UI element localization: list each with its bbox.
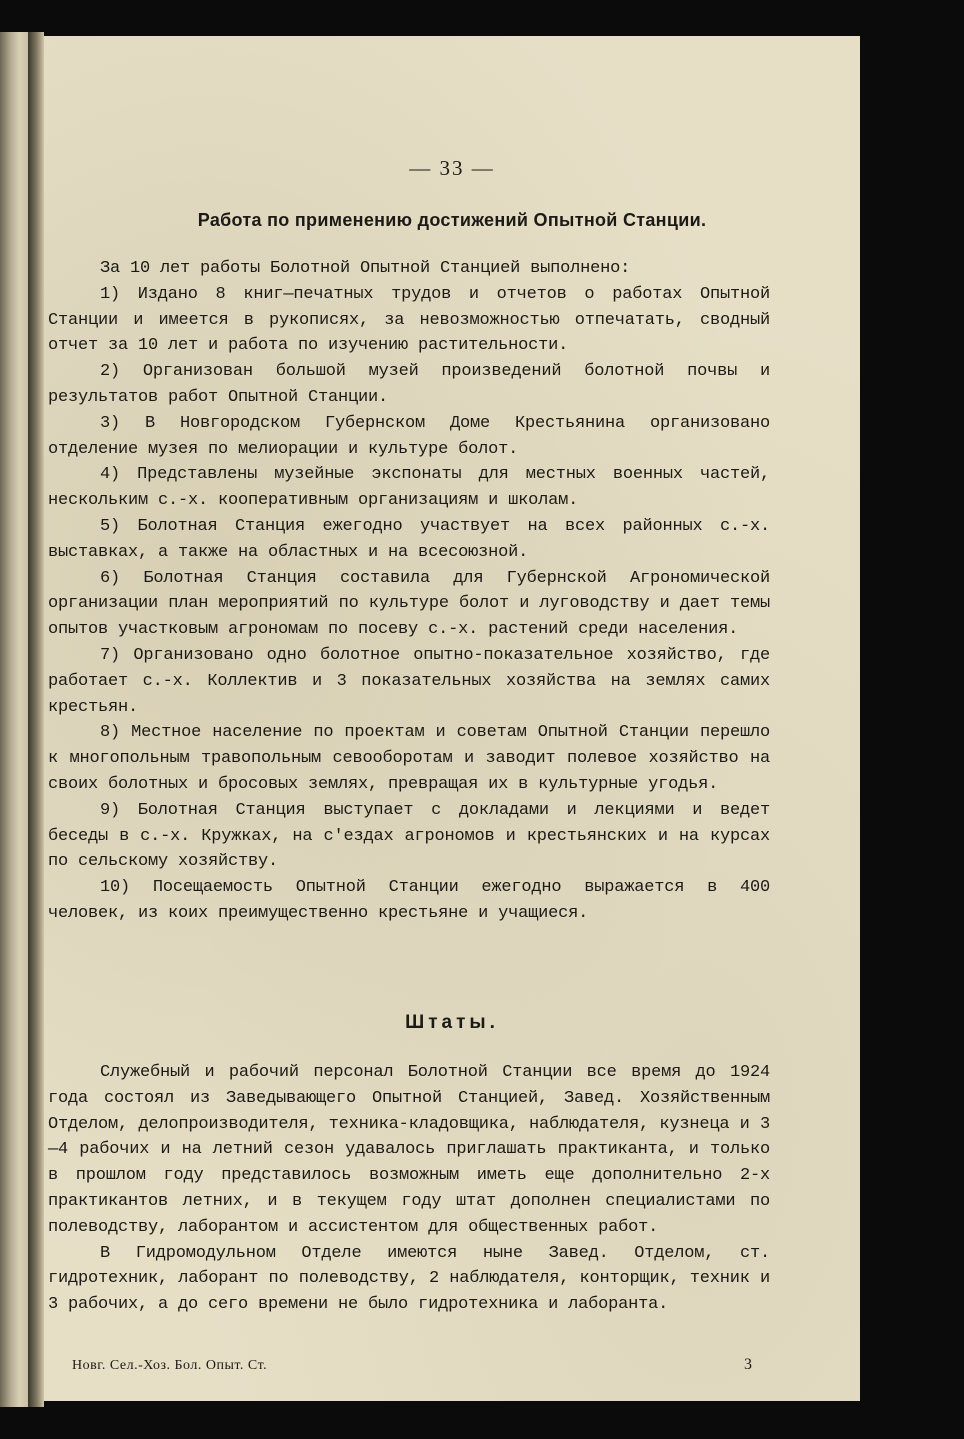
paragraph: 2) Организован большой музей произведений болотной почвы и результатов работ Опытной Станции. — [48, 362, 770, 407]
paragraph: 8) Местное население по проектам и советам Опытной Станции перешло к многопольным травопольным севооборотам и заводит полевое хозяйство на своих болотных и бросовых землях, превращая их в культурные угодья. — [48, 723, 770, 794]
paragraph: 6) Болотная Станция составила для Губернской Агрономической организации план мероприятий по культуре болот и луговодству и дает темы опытов участковым агрономам по посеву с.-х. растений среди населения. — [48, 568, 770, 640]
signature-mark: 3 — [744, 1356, 752, 1373]
paragraph: Служебный и рабочий персонал Болотной Станции все время до 1924 года состоял из Заведывающего Опытной Станцией, Завед. Хозяйственным Отделом, делопроизводителя, техника-кладовщика, наблюдателя, кузнеца и 3—4 рабочих и на летний сезон удавалось приглашать практиканта, и только в прошлом году представилось возможным иметь еще дополнительно 2-х практикантов летних, и в текущем году штат дополнен специалистами по полеводству, лаборантом и ассистентом для общественных работ. — [48, 1063, 770, 1237]
paragraph: 1) Издано 8 книг—печатных трудов и отчетов о работах Опытной Станции и имеется в рукописях, за невозможностью отпечатать, сводный отчет за 10 лет и работа по изучению растительности. — [48, 284, 770, 356]
paragraph: За 10 лет работы Болотной Опытной Станцией выполнено: — [100, 259, 631, 278]
footer-signature: Новг. Сел.-Хоз. Бол. Опыт. Ст. — [72, 1358, 268, 1373]
paragraph: 5) Болотная Станция ежегодно участвует на всех районных с.-х. выставках, а также на областных и на всесоюзной. — [48, 516, 770, 562]
section-1-body — [48, 256, 770, 927]
section-heading: Работа по применению достижений Опытной Станции. — [197, 210, 707, 230]
paragraph: 3) В Новгородском Губернском Доме Крестьянина организовано отделение музея по мелиорации и культуре болот. — [48, 413, 770, 459]
paragraph: 7) Организовано одно болотное опытно-показательное хозяйство, где работает с.-х. Коллектив и 3 показательных хозяйства на землях самих крестьян. — [48, 645, 770, 717]
book-spine — [28, 32, 44, 1407]
paragraph: 9) Болотная Станция выступает с докладами и лекциями и ведет беседы в с.-х. Кружках, на с'ездах агрономов и крестьянских и на курсах по сельскому хозяйству. — [48, 800, 770, 872]
paragraph: В Гидромодульном Отделе имеются ныне Завед. Отделом, ст. гидротехник, лаборант по полеводству, 2 наблюдателя, конторщик, техник и 3 рабочих, а до сего времени не было гидротехника и лаборанта. — [48, 1243, 770, 1315]
paragraph: 4) Представлены музейные экспонаты для местных военных частей, нескольким с.-х. кооперативным организациям и школам. — [48, 465, 770, 511]
previous-page-edge — [0, 32, 28, 1407]
section-2-body — [48, 1060, 770, 1318]
page-number: — 33 — — [409, 156, 495, 180]
staff-section-title: Штаты. — [405, 1012, 499, 1033]
document-page — [44, 36, 860, 1401]
paragraph: 10) Посещаемость Опытной Станции ежегодно выражается в 400 человек, из коих преимущественно крестьяне и учащиеся. — [48, 878, 770, 923]
